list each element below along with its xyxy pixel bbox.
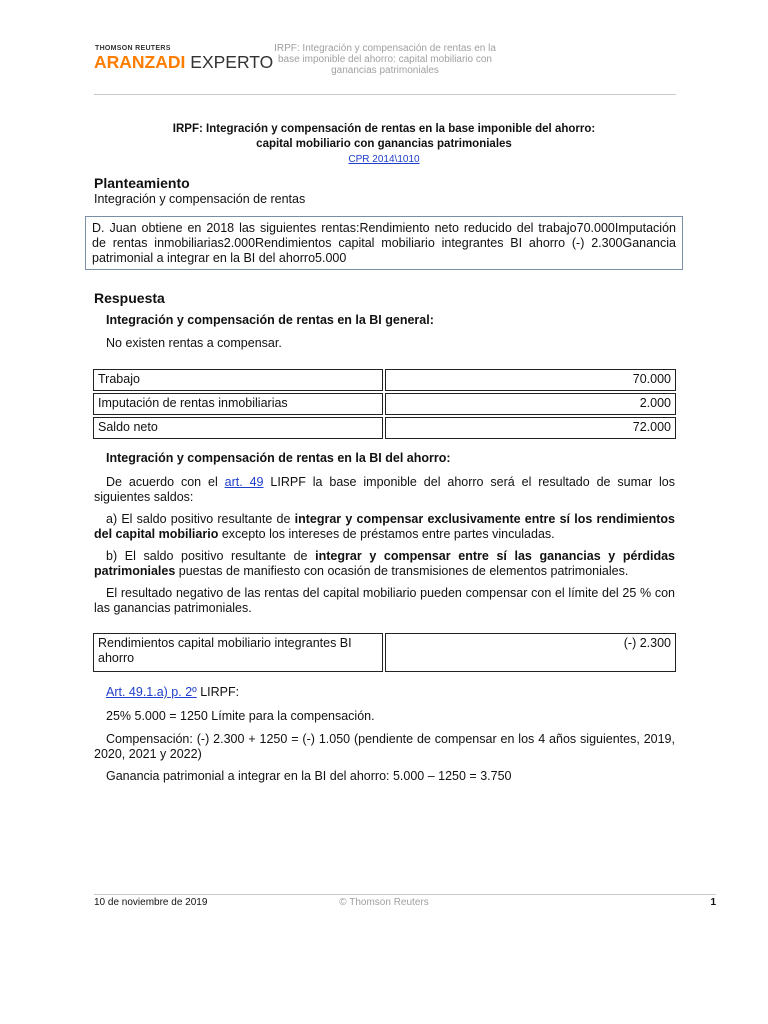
pa-pre: a) El saldo positivo resultante de	[106, 512, 295, 526]
reference-art49-1a	[106, 685, 239, 700]
planteamiento-heading: Planteamiento	[94, 175, 190, 191]
paragraph-art49	[94, 475, 675, 505]
table-cell-value: (-) 2.300	[385, 633, 676, 672]
page-title	[94, 122, 674, 152]
case-statement-text: D. Juan obtiene en 2018 las siguientes rentas:Rendimiento neto reducido del trabajo70.000Imputación de rentas inmobiliarias2.000Rendimientos capital mobiliario integrantes BI ahorro (-) 2.300Ganancia patrimonial a integrar en la BI del ahorro5.000	[92, 221, 676, 265]
reference-link-container	[94, 154, 674, 165]
p1-pre: De acuerdo con el	[106, 475, 225, 489]
table-cell-value: 2.000	[385, 393, 676, 415]
brand-logo	[94, 52, 273, 72]
ref2-post: LIRPF:	[196, 685, 240, 699]
section1-text: No existen rentas a compensar.	[106, 336, 282, 350]
brand-main-b: EXPERTO	[190, 52, 274, 72]
calc-limit: 25% 5.000 = 1250 Límite para la compensación.	[106, 709, 375, 723]
table-row	[93, 369, 676, 391]
calc-compensation: Compensación: (-) 2.300 + 1250 = (-) 1.050 (pendiente de compensar en los 4 años siguientes, 2019, 2020, 2021 y 2022)	[94, 732, 675, 761]
table-cell-label: Rendimientos capital mobiliario integrantes BI ahorro	[93, 633, 383, 672]
brand-top-label: THOMSON REUTERS	[95, 45, 171, 52]
respuesta-heading: Respuesta	[94, 290, 165, 306]
table-cell-label: Saldo neto	[93, 417, 383, 439]
table-general	[91, 367, 678, 441]
page-title-line1: IRPF: Integración y compensación de rentas en la base imponible del ahorro:	[172, 123, 596, 135]
art49-link[interactable]: art. 49	[224, 475, 264, 489]
table-row	[93, 393, 676, 415]
pb-post: puestas de manifiesto con ocasión de transmisiones de elementos patrimoniales.	[175, 564, 629, 578]
table-row	[93, 633, 676, 672]
section2-heading: Integración y compensación de rentas en la BI del ahorro:	[106, 451, 451, 465]
brand-main-a: ARANZADI	[94, 52, 186, 72]
planteamiento-subtitle: Integración y compensación de rentas	[94, 192, 306, 206]
table-cell-label: Trabajo	[93, 369, 383, 391]
page-title-line2: capital mobiliario con ganancias patrimoniales	[256, 138, 512, 150]
table-row	[93, 417, 676, 439]
paragraph-b	[94, 549, 675, 579]
table-cell-label: Imputación de rentas inmobiliarias	[93, 393, 383, 415]
paragraph-limit: El resultado negativo de las rentas del capital mobiliario pueden compensar con el límite del 25 % con las ganancias patrimoniales.	[94, 586, 675, 615]
table-cell-value: 70.000	[385, 369, 676, 391]
header-divider	[94, 94, 676, 95]
footer-divider	[94, 894, 716, 895]
art49-1a-link[interactable]: Art. 49.1.a) p. 2º	[106, 685, 197, 699]
case-statement-box	[85, 216, 683, 270]
table-cell-value: 72.000	[385, 417, 676, 439]
page-number: 1	[710, 897, 716, 908]
pb-pre: b) El saldo positivo resultante de	[106, 549, 316, 563]
footer-date: 10 de noviembre de 2019	[94, 897, 208, 908]
reference-link[interactable]: CPR 2014\1010	[348, 154, 420, 165]
pa-post: excepto los intereses de préstamos entre partes vinculadas.	[218, 527, 555, 541]
table-ahorro	[91, 631, 678, 674]
footer-copyright: © Thomson Reuters	[339, 897, 429, 908]
p1-post: LIRPF la base imponible del ahorro será el resultado de sumar los siguientes saldos:	[94, 475, 675, 504]
calc-ganancia: Ganancia patrimonial a integrar en la BI del ahorro: 5.000 – 1250 = 3.750	[106, 769, 512, 783]
pa-bold: integrar y compensar exclusivamente entre sí los rendimientos del capital mobiliario	[94, 512, 675, 541]
section1-heading: Integración y compensación de rentas en la BI general:	[106, 313, 434, 327]
header-document-title: IRPF: Integración y compensación de rentas en la base imponible del ahorro: capital mobiliario con ganancias patrimoniales	[274, 43, 496, 76]
paragraph-a	[94, 512, 675, 542]
pb-bold: integrar y compensar entre sí las ganancias y pérdidas patrimoniales	[94, 549, 675, 578]
